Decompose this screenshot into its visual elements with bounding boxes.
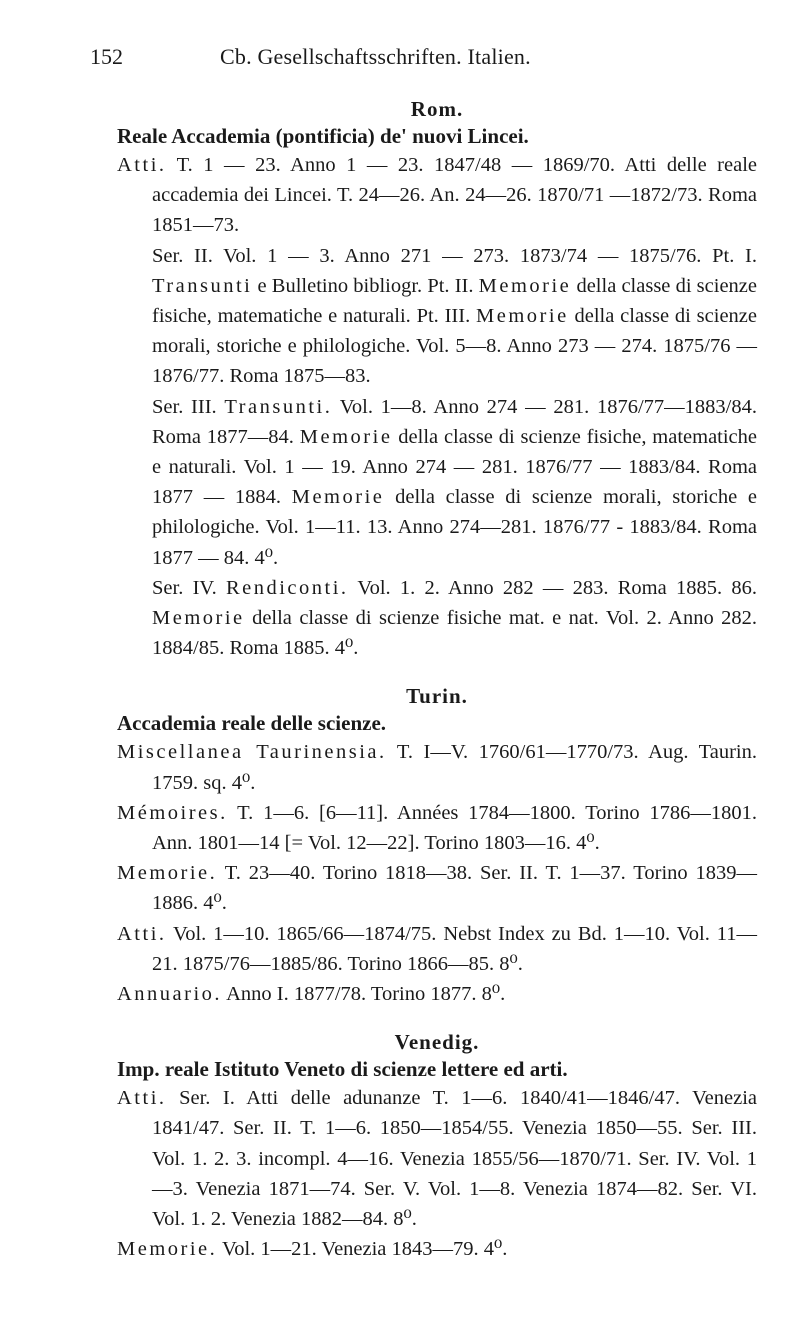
entry-text: Anno I. 1877/78. Torino 1877. 8⁰. <box>226 983 506 1006</box>
catalog-entry <box>117 737 757 797</box>
catalog-section <box>117 96 757 663</box>
catalog-section <box>117 663 757 1009</box>
entry-label: Annuario. <box>117 983 223 1006</box>
institution-heading: Accademia reale delle scienze. <box>117 711 387 736</box>
entry-label: Atti. <box>117 922 167 945</box>
entry-text: Vol. 1. 2. Anno 282 — 283. Roma 1885. 86. <box>348 576 757 599</box>
entry-text: Ser. II. Vol. 1 — 3. Anno 271 — 273. 1873/74 — 1875/76. Pt. I. <box>152 244 757 267</box>
entry-series-title: Memorie <box>152 607 245 630</box>
entry-text: Vol. 1—21. Venezia 1843—79. 4⁰. <box>222 1238 508 1261</box>
institution-heading: Imp. reale Istituto Veneto di scienze lettere ed arti. <box>117 1057 568 1082</box>
entry-text: Ser. III. <box>152 395 225 418</box>
section-spacer <box>117 663 757 683</box>
section-spacer <box>117 1009 757 1029</box>
entry-series-title: Transunti. <box>224 395 333 418</box>
catalog-subentry <box>117 392 757 573</box>
entry-text: della classe di scienze fisiche, matematiche e naturali. Vol. 1 — 19. Anno 274 — 281. 1876/77 — 1883/84. Roma 1877 — 1884. <box>152 425 758 509</box>
entry-label: Memorie. <box>117 862 218 885</box>
entry-text: della classe di scienze fisiche, matematiche e naturali. Pt. III. <box>152 274 757 328</box>
entry-text: Ser. IV. <box>152 576 226 599</box>
entry-text: della classe di scienze morali, storiche e philologiche. Vol. 1—11. 13. Anno 274—281. 1876/77 - 1883/84. Roma 1877 — 84. 4⁰. <box>152 486 757 569</box>
catalog-subentry <box>117 241 757 392</box>
entry-series-title: Memorie <box>478 274 572 297</box>
entry-text: Vol. 1—8. Anno 274 — 281. 1876/77—1883/84. Roma 1877—84. <box>152 395 757 448</box>
catalog-entry <box>117 858 757 918</box>
page-header <box>90 44 740 74</box>
document-body <box>117 96 757 1265</box>
catalog-section <box>117 1009 757 1264</box>
entry-series-title: Rendiconti. <box>225 576 349 599</box>
entry-series-title: Memorie <box>476 305 569 328</box>
entry-text: Vol. 1—10. 1865/66—1874/75. Nebst Index zu Bd. 1—10. Vol. 11—21. 1875/76—1885/86. Torino 1866—85. 8⁰. <box>152 922 757 975</box>
catalog-entry <box>117 150 757 241</box>
entry-series-title: Memorie <box>291 486 385 509</box>
entry-text: T. 1—6. [6—11]. Années 1784—1800. Torino 1786—1801. Ann. 1801—14 [= Vol. 12—22]. Torino 1803—16. 4⁰. <box>152 801 757 855</box>
entry-series-title: Transunti <box>152 274 253 297</box>
catalog-entry <box>117 1234 757 1264</box>
city-heading: Rom. <box>410 97 464 121</box>
catalog-entry <box>117 798 757 858</box>
running-title: Cb. Gesellschaftsschriften. Italien. <box>220 44 531 69</box>
catalog-entry <box>117 1083 757 1234</box>
entry-text: Ser. I. Atti delle adunanze T. 1—6. 1840/41—1846/47. Venezia 1841/47. Ser. II. T. 1—6. 1850—1854/55. Venezia 1850—55. Ser. III. Vol. 1. 2. 3. incompl. 4—16. Venezia 1855/56—1870/71. Ser. IV. Vol. 1—3. Venezia 1871—74. Ser. V. Vol. 1—8. Venezia 1874—82. Ser. VI. Vol. 1. 2. Venezia 1882—84. 8⁰. <box>152 1087 758 1231</box>
catalog-entry <box>117 919 757 979</box>
entry-label: Atti. <box>117 1087 167 1110</box>
entry-text: T. I—V. 1760/61—1770/73. Aug. Taurin. 1759. sq. 4⁰. <box>152 741 757 794</box>
entry-text: T. 1 — 23. Anno 1 — 23. 1847/48 — 1869/70. Atti delle reale accademia dei Lincei. T. 24—26. An. 24—26. 1870/71 —1872/73. Roma 1851—73. <box>152 154 757 237</box>
institution-heading: Reale Accademia (pontificia) de' nuovi Lincei. <box>117 124 529 148</box>
catalog-entry <box>117 979 757 1009</box>
city-heading: Venedig. <box>394 1030 480 1055</box>
entry-label: Atti. <box>117 154 167 176</box>
entry-text: e Bulletino bibliogr. Pt. II. <box>252 274 479 297</box>
entry-series-title: Memorie <box>299 425 393 448</box>
catalog-subentry <box>117 573 757 664</box>
entry-text: della classe di scienze fisiche mat. e nat. Vol. 2. Anno 282. 1884/85. Roma 1885. 4⁰. <box>152 607 757 660</box>
entry-text: T. 23—40. Torino 1818—38. Ser. II. T. 1—37. Torino 1839—1886. 4⁰. <box>152 862 757 915</box>
entry-label: Memorie. <box>117 1238 218 1261</box>
entry-label: Miscellanea Taurinensia. <box>117 741 387 764</box>
entry-text: della classe di scienze morali, storiche e philologiche. Vol. 5—8. Anno 273 — 274. 1875/76 —1876/77. Roma 1875—83. <box>152 305 757 388</box>
entry-label: Mémoires. <box>117 801 228 824</box>
page-number: 152 <box>90 44 123 69</box>
city-heading: Turin. <box>406 684 468 709</box>
